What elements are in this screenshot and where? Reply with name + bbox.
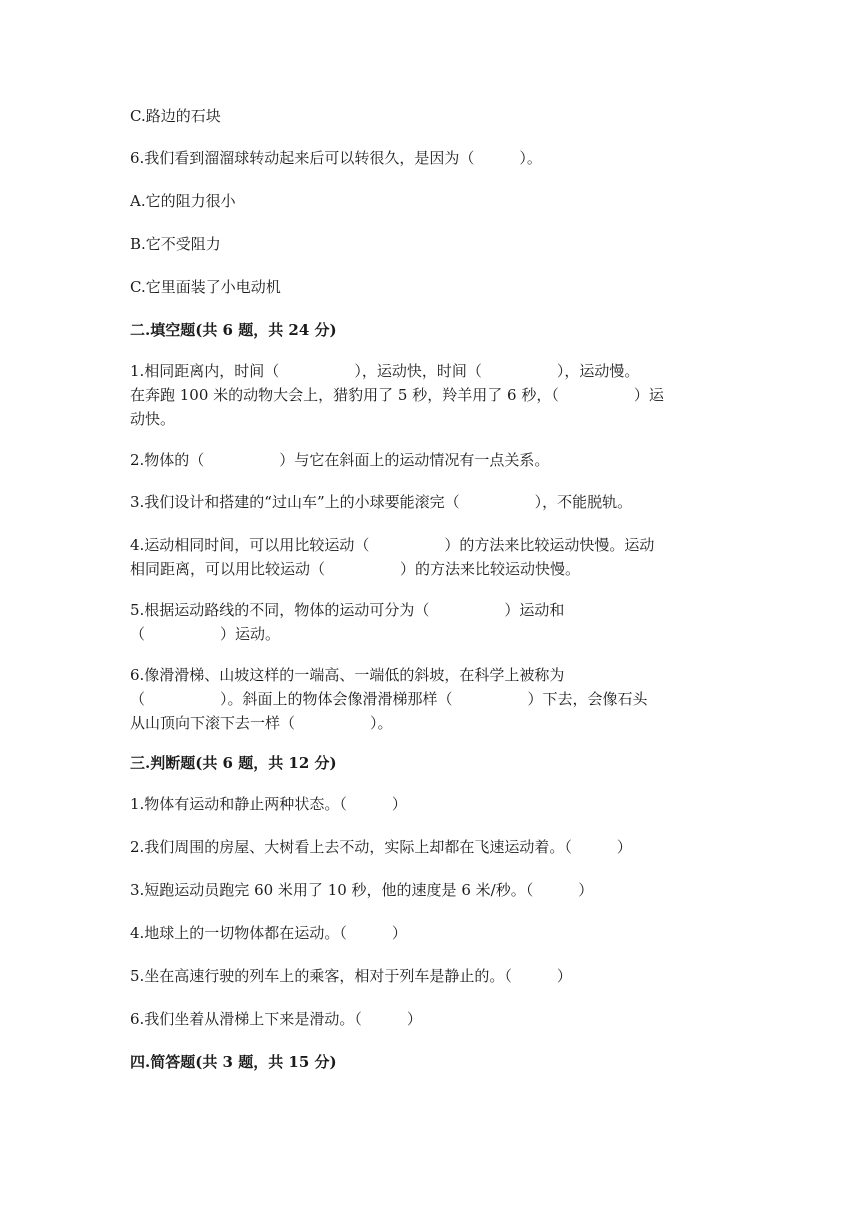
- fill-question-1: [130, 359, 730, 431]
- judge-question-6: 6.我们坐着从滑梯上下来是滑动。（ ）: [130, 1010, 422, 1028]
- fill-question-1-line-1: 1.相同距离内，时间（ ），运动快，时间（ ），运动慢。: [130, 362, 640, 380]
- fill-question-5-line-2: （ ）运动。: [130, 625, 281, 643]
- section-3-heading: 三.判断题(共 6 题，共 12 分): [130, 754, 337, 772]
- fill-question-4-line-2: 相同距离，可以用比较运动（ ）的方法来比较运动快慢。: [130, 560, 581, 578]
- judge-question-5: 5.坐在高速行驶的列车上的乘客，相对于列车是静止的。（ ）: [130, 967, 572, 985]
- fill-question-4: [130, 533, 730, 581]
- section-2-heading: 二.填空题(共 6 题，共 24 分): [130, 321, 337, 339]
- fill-question-1-line-3: 动快。: [130, 410, 176, 428]
- judge-question-4: 4.地球上的一切物体都在运动。（ ）: [130, 924, 407, 942]
- fill-question-6: [130, 663, 730, 735]
- fill-question-1-line-2: 在奔跑 100 米的动物大会上，猎豹用了 5 秒，羚羊用了 6 秒，（ ）运: [130, 386, 664, 404]
- fill-question-2: 2.物体的（ ）与它在斜面上的运动情况有一点关系。: [130, 451, 550, 469]
- question-6-stem: 6.我们看到溜溜球转动起来后可以转很久，是因为（ ）。: [130, 149, 542, 167]
- judge-question-1: 1.物体有运动和静止两种状态。（ ）: [130, 795, 407, 813]
- fill-question-5: [130, 598, 730, 646]
- fill-question-4-line-1: 4.运动相同时间，可以用比较运动（ ）的方法来比较运动快慢。运动: [130, 536, 655, 554]
- section-4-heading: 四.简答题(共 3 题，共 15 分): [130, 1053, 337, 1071]
- fill-question-5-line-1: 5.根据运动路线的不同，物体的运动可分为（ ）运动和: [130, 601, 565, 619]
- fill-question-6-line-2: （ ）。斜面上的物体会像滑滑梯那样（ ）下去，会像石头: [130, 690, 648, 708]
- judge-question-2: 2.我们周围的房屋、大树看上去不动，实际上却都在飞速运动着。（ ）: [130, 838, 632, 856]
- question-6-option-b: B.它不受阻力: [130, 235, 221, 253]
- question-6-option-c: C.它里面装了小电动机: [130, 278, 281, 296]
- question-6-option-a: A.它的阻力很小: [130, 192, 236, 210]
- fill-question-6-line-1: 6.像滑滑梯、山坡这样的一端高、一端低的斜坡，在科学上被称为: [130, 666, 565, 684]
- judge-question-3: 3.短跑运动员跑完 60 米用了 10 秒，他的速度是 6 米/秒。（ ）: [130, 881, 594, 899]
- fill-question-6-line-3: 从山顶向下滚下去一样（ ）。: [130, 714, 393, 732]
- option-c-roadside-stone: C.路边的石块: [130, 107, 221, 125]
- fill-question-3: 3.我们设计和搭建的“过山车”上的小球要能滚完（ ），不能脱轨。: [130, 493, 633, 511]
